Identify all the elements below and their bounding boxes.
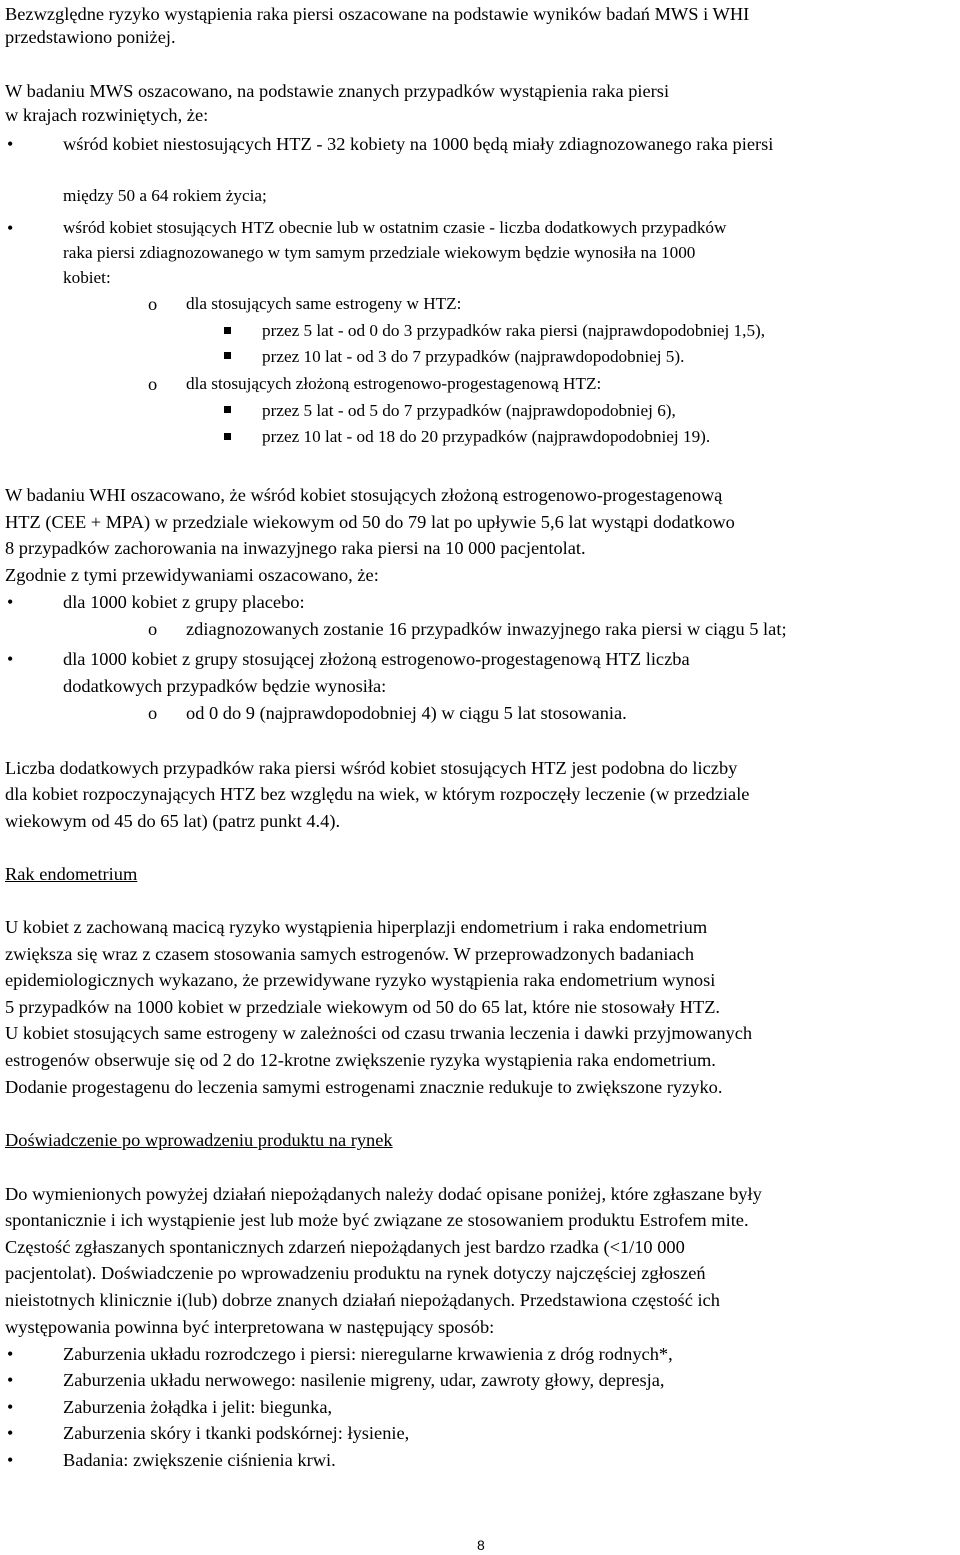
mws-intro-line-1: W badaniu MWS oszacowano, na podstawie znanych przypadków wystąpienia raka piersi [5,81,670,101]
dosw-list-item: Badania: zwiększenie ciśnienia krwi. [63,1450,336,1470]
rak-line-1: U kobiet z zachowaną macicą ryzyko wystąpienia hiperplazji endometrium i raka endometrium [5,917,708,937]
mws-bullet-1-line-2: między 50 a 64 rokiem życia; [63,186,267,205]
dosw-line-6: występowania powinna być interpretowana w następujący sposób: [5,1317,495,1337]
bullet-icon: • [7,1397,14,1417]
circle-bullet-icon: o [148,703,158,723]
rak-line-7: Dodanie progestagenu do leczenia samymi estrogenami znacznie redukuje to zwiększone ryzyko. [5,1077,723,1097]
page-number: 8 [477,1537,485,1553]
mws-bullet-2-line-1: wśród kobiet stosujących HTZ obecnie lub w ostatnim czasie - liczba dodatkowych przypadków [63,218,727,237]
mws-intro-line-2: w krajach rozwiniętych, że: [5,105,209,125]
intro-line-1: Bezwzględne ryzyko wystąpienia raka piersi oszacowane na podstawie wyników badań MWS i WHI [5,4,750,24]
mws-sub-1-item-2: przez 10 lat - od 3 do 7 przypadków (najprawdopodobniej 5). [262,347,685,366]
section-heading-rak-endometrium: Rak endometrium [5,864,138,884]
mws-sub-1: dla stosujących same estrogeny w HTZ: [186,294,462,313]
square-bullet-icon [224,433,231,440]
dosw-line-3: Częstość zgłaszanych spontanicznych zdarzeń niepożądanych jest bardzo rzadka (<1/10 000 [5,1237,685,1257]
intro-line-2: przedstawiono poniżej. [5,27,176,47]
liczba-line-1: Liczba dodatkowych przypadków raka piersi wśród kobiet stosujących HTZ jest podobna do liczby [5,758,738,778]
whi-line-2: HTZ (CEE + MPA) w przedziale wiekowym od 50 do 79 lat po upływie 5,6 lat wystąpi dodatkowo [5,512,735,532]
rak-line-4: 5 przypadków na 1000 kobiet w przedziale wiekowym od 50 do 65 lat, które nie stosowały HTZ. [5,997,721,1017]
mws-bullet-2-line-2: raka piersi zdiagnozowanego w tym samym przedziale wiekowym będzie wynosiła na 1000 [63,243,696,262]
mws-sub-1-item-1: przez 5 lat - od 0 do 3 przypadków raka piersi (najprawdopodobniej 1,5), [262,321,766,340]
dosw-line-4: pacjentolat). Doświadczenie po wprowadzeniu produktu na rynek dotyczy najczęściej zgłoszeń [5,1263,706,1283]
whi-line-3: 8 przypadków zachorowania na inwazyjnego raka piersi na 10 000 pacjentolat. [5,538,586,558]
mws-sub-2-item-2: przez 10 lat - od 18 do 20 przypadków (najprawdopodobniej 19). [262,427,711,446]
bullet-icon: • [7,1370,14,1390]
rak-line-5: U kobiet stosujących same estrogeny w zależności od czasu trwania leczenia i dawki przyjmowanych [5,1023,753,1043]
whi-bullet-2-line-1: dla 1000 kobiet z grupy stosującej złożoną estrogenowo-progestagenową HTZ liczba [63,649,690,669]
bullet-icon: • [7,1423,14,1443]
whi-bullet-1: dla 1000 kobiet z grupy placebo: [63,592,305,612]
circle-bullet-icon: o [148,619,158,639]
mws-sub-2-item-1: przez 5 lat - od 5 do 7 przypadków (najprawdopodobniej 6), [262,401,676,420]
circle-bullet-icon: o [148,374,158,394]
liczba-line-2: dla kobiet rozpoczynających HTZ bez względu na wiek, w którym rozpoczęły leczenie (w przedziale [5,784,750,804]
bullet-icon: • [7,592,14,612]
bullet-icon: • [7,1450,14,1470]
section-heading-doswiadczenie: Doświadczenie po wprowadzeniu produktu na rynek [5,1130,393,1150]
whi-bullet-2-line-2: dodatkowych przypadków będzie wynosiła: [63,676,387,696]
rak-line-2: zwiększa się wraz z czasem stosowania samych estrogenów. W przeprowadzonych badaniach [5,944,695,964]
circle-bullet-icon: o [148,294,158,314]
whi-line-4: Zgodnie z tymi przewidywaniami oszacowano, że: [5,565,379,585]
dosw-list-item: Zaburzenia układu nerwowego: nasilenie migreny, udar, zawroty głowy, depresja, [63,1370,665,1390]
square-bullet-icon [224,352,231,359]
dosw-line-1: Do wymienionych powyżej działań niepożądanych należy dodać opisane poniżej, które zgłaszane były [5,1184,762,1204]
mws-sub-2: dla stosujących złożoną estrogenowo-progestagenową HTZ: [186,374,602,393]
dosw-list-item: Zaburzenia układu rozrodczego i piersi: nieregularne krwawienia z dróg rodnych*, [63,1344,673,1364]
bullet-icon: • [7,134,14,154]
dosw-list-item: Zaburzenia żołądka i jelit: biegunka, [63,1397,333,1417]
whi-line-1: W badaniu WHI oszacowano, że wśród kobiet stosujących złożoną estrogenowo-progestagenową [5,485,723,505]
bullet-icon: • [7,1344,14,1364]
mws-bullet-1-line-1: wśród kobiet niestosujących HTZ - 32 kobiety na 1000 będą miały zdiagnozowanego raka piersi [63,134,774,154]
rak-line-6: estrogenów obserwuje się od 2 do 12-krotne zwiększenie ryzyka wystąpienia raka endometrium. [5,1050,716,1070]
mws-bullet-2-line-3: kobiet: [63,268,111,287]
whi-bullet-1-sub: zdiagnozowanych zostanie 16 przypadków inwazyjnego raka piersi w ciągu 5 lat; [186,619,787,639]
whi-bullet-2-sub: od 0 do 9 (najprawdopodobniej 4) w ciągu 5 lat stosowania. [186,703,627,723]
dosw-list-item: Zaburzenia skóry i tkanki podskórnej: łysienie, [63,1423,410,1443]
square-bullet-icon [224,406,231,413]
dosw-line-5: nieistotnych klinicznie i(lub) dobrze znanych działań niepożądanych. Przedstawiona częstość ich [5,1290,720,1310]
square-bullet-icon [224,327,231,334]
bullet-icon: • [7,218,14,238]
bullet-icon: • [7,649,14,669]
rak-line-3: epidemiologicznych wykazano, że przewidywane ryzyko wystąpienia raka endometrium wynosi [5,970,716,990]
dosw-line-2: spontanicznie i ich wystąpienie jest lub może być związane ze stosowaniem produktu Estrofem mite. [5,1210,749,1230]
liczba-line-3: wiekowym od 45 do 65 lat) (patrz punkt 4.4). [5,811,341,831]
